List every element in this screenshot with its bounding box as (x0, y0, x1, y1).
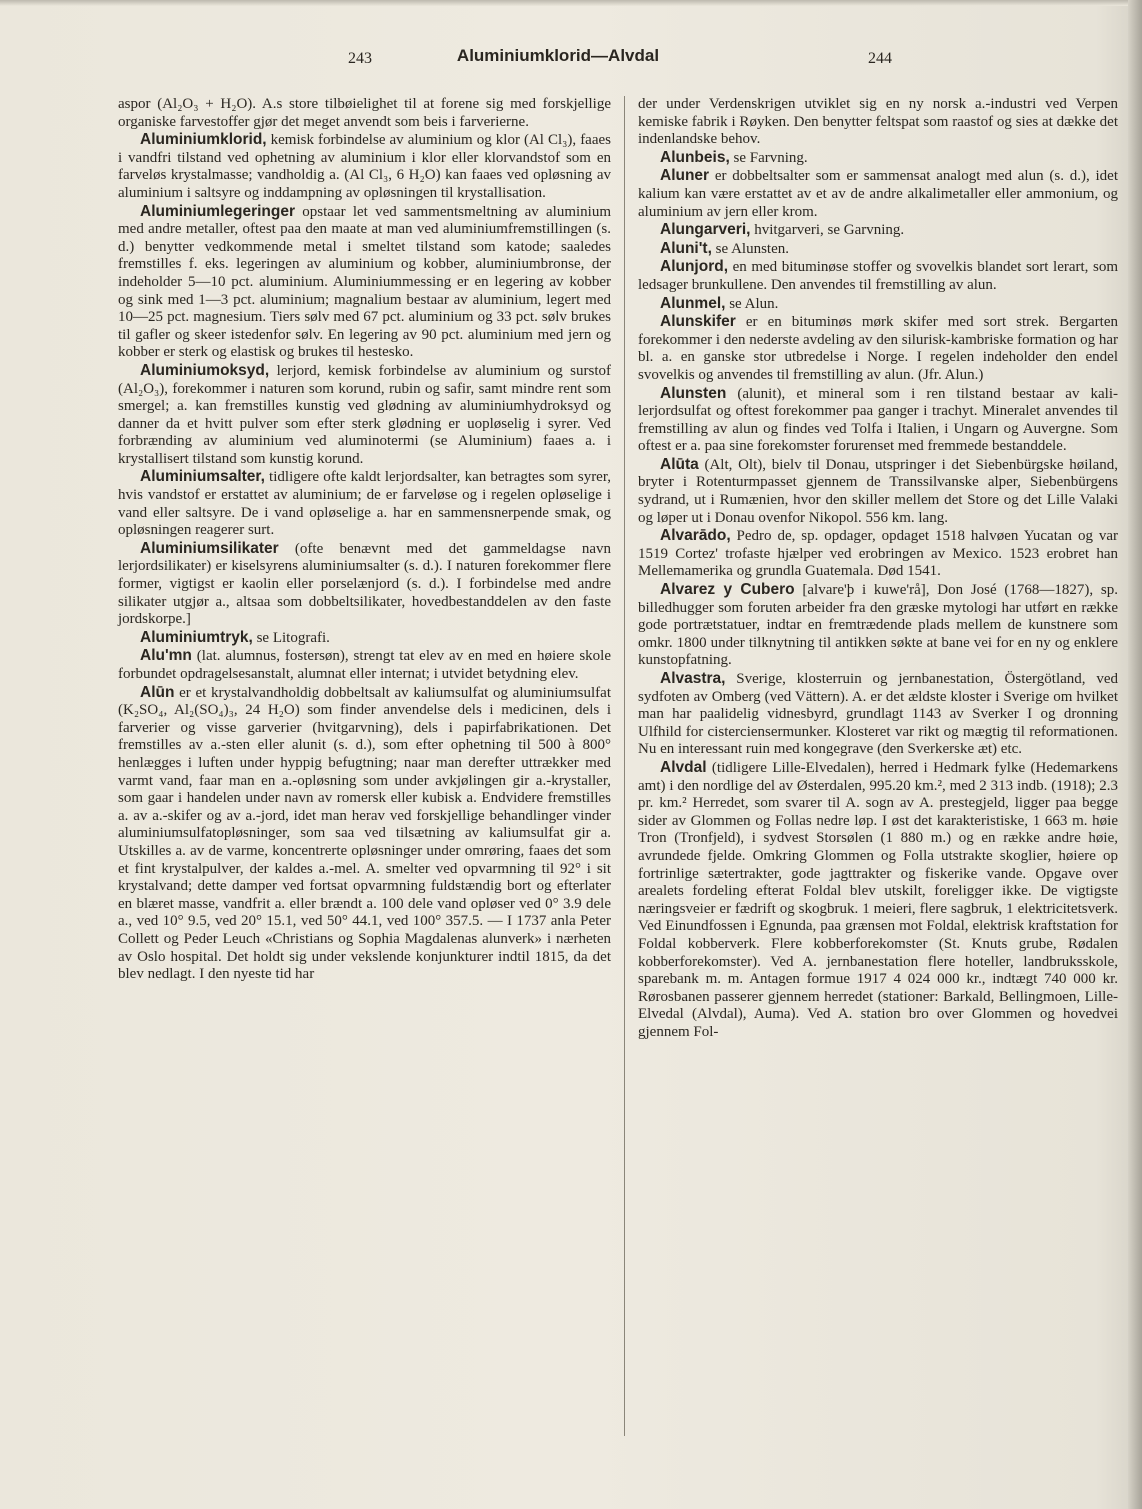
page-number-left: 243 (348, 50, 372, 67)
column-divider (624, 96, 625, 1436)
dictionary-entry (638, 385, 1118, 456)
entry-headword: Aluminiumklorid, (140, 131, 267, 149)
dictionary-entry (118, 684, 611, 984)
entry-headword: Alūn (140, 683, 175, 701)
entry-text: er et krystalvandholdig dobbeltsalt av kaliumsulfat og aluminiumsulfat (K₂SO₄, Al₂(SO₄)₃, 24 H₂O) som finder anvendelse dels i medicinen, dels i farverier og visse garverier (hvitgarvning), dels i papirfabrikationen. Det fremstilles av a.-sten eller alunit (s. d.), som efter ophetning til 500 à 800° henlægges i luften under hyppig befugtning; naar man derefter uttrækker med varmt vand, faar man en a.-opløsning som under avkjølingen gir a.-krystaller, som gaar i handelen under navn av romersk eller kubisk a. Endvidere fremstilles a. av a.-skifer og av a.-jord, idet man herav ved forskjellige behandlinger vinder aluminiumsulfatopløsninger, som saa ved tilsætning av kaliumsulfat gir a. Utskilles a. av de varme, koncentrerte opløsninger under omrøring, faaes det som et fint krystalpulver, der kaldes a.-mel. A. smelter ved opvarmning til 92° i sit krystalvand; dette damper ved fortsat opvarmning fuldstændig bort og efterlater en blæret masse, vandfrit a. eller brændt a. 100 dele vand opløser ved 0° 3.9 dele a., ved 10° 9.5, ved 20° 15.1, ved 50° 44.1, ved 100° 357.5. — I 1737 anla Peter Collett og Peder Leuch «Christians og Sophia Magdalenas alunverk» i nærheten av Oslo hospital. Det holdt sig under vekslende konjunkturer indtil 1815, da det blev nedlagt. I den nyeste tid har (118, 684, 611, 983)
entry-text: (lat. alumnus, fostersøn), strengt tat elev av en med en høiere skole forbundet opdragelsesanstalt, alumnat eller internat; i utvidet betydning elev. (118, 648, 611, 682)
entry-headword: Aluminiumoksyd, (140, 361, 270, 379)
dictionary-entry (118, 540, 611, 629)
entry-text: kemisk forbindelse av aluminium og klor (Al Cl₃), faaes i vandfri tilstand ved ophetning av aluminium i klor eller klorvandstof som en farveløs krystalmasse; vandholdig a. (Al Cl₃, 6 H₂O) kan faaes ved opløsning av aluminium i saltsyre og inddampning av opløsningen til krystallisation. (118, 132, 611, 201)
entry-headword: Aluni't, (660, 239, 712, 257)
entry-headword: Alunjord, (660, 258, 729, 276)
entry-headword: Alūta (660, 455, 699, 473)
entry-headword: Alvastra, (660, 670, 726, 687)
entry-text: aspor (Al₂O₃ + H₂O). A.s store tilbøielighet til at forene sig med forskjellige organiske farvestoffer gjør det meget anvendt som beis i farverierne. (118, 96, 611, 130)
entry-text: er dobbeltsalter som er sammensat analogt med alun (s. d.), idet kalium kan være erstattet av et av de andre alkalimetaller eller ammonium, og aluminium av jern eller krom. (638, 168, 1118, 220)
dictionary-entry (638, 221, 1118, 240)
dictionary-entry (638, 456, 1118, 527)
entry-headword: Alunskifer (660, 313, 736, 331)
running-title: Aluminiumklorid—Alvdal (456, 46, 660, 65)
dictionary-entry (118, 647, 611, 683)
dictionary-entry (638, 527, 1118, 581)
dictionary-entry (118, 362, 611, 469)
entry-text: en med bituminøse stoffer og svovelkis blandet sort lerart, som ledsager brunkullene. Den anvendes til fremstilling av alun. (638, 259, 1118, 293)
entry-headword: Alu'mn (140, 647, 192, 665)
dictionary-entry (638, 258, 1118, 294)
entry-headword: Aluner (660, 167, 710, 185)
entry-headword: Aluminiumsilikater (140, 539, 279, 557)
entry-text: hvitgarveri, se Garvning. (750, 222, 905, 239)
entry-text: [alvare'þ i kuwe'rå], Don José (1768—1827), sp. billedhugger som foruten arbeider fra den græske mytologi har utført en række gode portrætstatuer, indtar en fremtrædende plads mellem de kunstnere som omkr. 1800 under tilknytning til antikken søkte at bane vei for en ny og enklere kunstopfatning. (638, 582, 1118, 669)
entry-text: der under Verdenskrigen utviklet sig en ny norsk a.-industri ved Verpen kemiske fabrik i Røyken. Den benytter feltspat som raastof og sies at dække det indenlandske behov. (638, 96, 1118, 148)
entry-headword: Alunsten (660, 384, 727, 402)
entry-text: (Alt, Olt), bielv til Donau, utspringer i det Siebenbürgske høiland, bryter i Rotenturmpasset gjennem de Transsilvanske alper, Siebenbürgens sydrand, ut i Rumænien, hvor den skiller mellem det Store og det Lille Valaki og løper ut i Donau ovenfor Nikopol. 556 km. lang. (638, 456, 1118, 526)
entry-text: opstaar let ved sammentsmeltning av aluminium med andre metaller, oftest paa den maate at man ved aluminiumfremstillingen (s. d.) benytter vedkommende metal i smeltet tilstand som katode; saaledes fremstilles f. eks. legeringen av aluminium og kobber, aluminiumbronse, der indeholder 5—10 pct. aluminium. Aluminiummessing er en legering av kobber og sink med 1—3 pct. aluminium; magnalium bestaar av aluminium, legert med 10—25 pct. magnesium. Tiers sølv med 67 pct. aluminium og 33 pct. sølv brukes til gafler og skeer istedenfor sølv. En legering av 90 pct. aluminium med jern og kobber er sterk og elastisk og brukes til hestesko. (118, 203, 611, 361)
entry-text: Sverige, klosterruin og jernbanestation, Östergötland, ved sydfoten av Omberg (ved Vättern). A. er det ældste kloster i Sverige om hvilket man har paalidelig vidnesbyrd, grundlagt 1143 av Sverker I og dronning Ulfhild for cisterciensermunker. Klosteret var rikt og mægtig til reformationen. Nu en interessant ruin med kongegrave (den Sverkerske æt) etc. (638, 671, 1118, 758)
dictionary-entry (638, 167, 1118, 221)
entry-text: tidligere ofte kaldt lerjordsalter, kan betragtes som syrer, hvis vandstof er erstattet av aluminium; de er farveløse og i regelen opløselige i vand eller saltsyre. De i vand opløselige a. har en sammensnerpende smak, og opløsningen reagerer surt. (118, 469, 611, 539)
dictionary-entry (118, 629, 611, 648)
dictionary-entry (638, 313, 1118, 384)
dictionary-entry (638, 149, 1118, 168)
entry-text: se Alun. (725, 295, 779, 312)
entry-text: er en bituminøs mørk skifer med sort strek. Bergarten forekommer i den nederste avdeling av den silurisk-kambriske formation og har bl. a. en ganske stor utbredelse i Norge. I regelen indeholder den endel svovelkis og anvendes til fremstilling av alun. (Jfr. Alun.) (638, 314, 1118, 383)
entry-text: se Litografi. (252, 629, 330, 646)
entry-text: se Farvning. (729, 149, 808, 166)
dictionary-entry (638, 295, 1118, 314)
dictionary-entry (638, 759, 1118, 1042)
entry-text: (alunit), et mineral som i ren tilstand bestaar av kali-lerjordsulfat og oftest forekommer paa ganger i trachyt. Mineralet anvendes til fremstilling av alun og findes ved Tolfa i Italien, i Ungarn og Auvergne. Som oftest er a. paa sine forekomster forurenset med fremmede bestanddele. (638, 385, 1118, 455)
entry-text: (tidligere Lille-Elvedalen), herred i Hedmark fylke (Hedemarkens amt) i den nordlige del av Østerdalen, 995.20 km.², med 2 313 indb. (1918); 2.3 pr. km.² Herredet, som svarer til A. sogn av A. prestegjeld, ligger paa begge sider av Glommen og Follas nedre løp. I øst det karakteristiske, 1 663 m. høie Tron (Tronfjeld), i sydvest Storsølen (1 880 m.) og en række andre høie, avrundede fjelde. Omkring Glommen og Folla utstrakte skoglier, høiere op fortrinlige sætertrakter, gode jagttrakter og fiskerike vande. Opgave over arealets fordeling efterat Foldal blev utskilt, foreligger ikke. De vigtigste næringsveier er fædrift og skogbruk. 1 meieri, flere sagbruk, 1 elektricitetsverk. Ved Einundfossen i Egnunda, paa grænsen mot Foldal, elektrisk kraftstation for Foldal kobberverk. Flere kobberforekomster (St. Knuts grube, Rødalen kobberforekomster). Ved A. jernbanestation flere hoteller, landbruksskole, sparebank m. m. Antagen formue 1917 4 024 000 kr., indtægt 740 000 kr. Rørosbanen passerer gjennem herredet (stationer: Barkald, Bellingmoen, Lille-Elvedal (Alvdal), Auma). Ved A. station bro over Glommen og hovedvei gjennem Fol- (638, 759, 1118, 1040)
entry-headword: Alvarādo, (660, 527, 731, 545)
entry-headword: Alvdal (660, 758, 707, 776)
entry-text: lerjord, kemisk forbindelse av aluminium og surstof (Al₂O₃), forekommer i naturen som korund, rubin og safir, samt mindre rent som smergel; a. kan fremstilles kunstig ved glødning av aluminiumhydroksyd og danner da et hvitt pulver som efter sterk glødning er uopløselig i syrer. Ved forbrænding av aluminium ved aluminotermi (se Aluminium) faaes a. i krystallisert tilstand som kunstig korund. (118, 362, 611, 467)
entry-text: se Alunsten. (711, 240, 789, 257)
dictionary-entry (118, 131, 611, 202)
dictionary-entry (638, 240, 1118, 259)
right-column (638, 96, 1118, 1041)
dictionary-entry (638, 581, 1118, 670)
running-head (118, 46, 998, 76)
entry-text: (ofte benævnt med det gammeldagse navn lerjordsilikater) er kiselsyrens aluminiumsalter (s. d.). I naturen forekommer flere former, vigtigst er kaolin eller porselænjord (s. d.). I forbindelse med andre silikater utgjør a., altsaa som dobbeltsilikater, hovedbestanddelen av den faste jordskorpe.] (118, 540, 611, 628)
dictionary-entry (118, 96, 611, 131)
entry-headword: Alunbeis, (660, 148, 730, 166)
entry-headword: Aluminiumlegeringer (140, 202, 296, 220)
dictionary-entry (118, 468, 611, 539)
entry-headword: Aluminiumsalter, (140, 468, 265, 486)
page-right-edge (1128, 0, 1142, 1509)
dictionary-entry (118, 203, 611, 362)
entry-headword: Aluminiumtryk, (140, 628, 253, 646)
dictionary-entry (638, 670, 1118, 759)
page-top-shadow (0, 0, 1142, 6)
entry-headword: Alvarez y Cubero (660, 581, 795, 599)
entry-headword: Alunmel, (660, 294, 726, 312)
page-number-right: 244 (868, 50, 892, 67)
entry-text: Pedro de, sp. opdager, opdaget 1518 halvøen Yucatan og var 1519 Cortez' trofaste hjælper ved erobringen av Mexico. 1523 erobret han Mellemamerika og grundla Guatemala. Død 1541. (638, 528, 1118, 580)
entry-headword: Alungarveri, (660, 221, 751, 239)
dictionary-entry (638, 96, 1118, 149)
left-column (118, 96, 611, 984)
